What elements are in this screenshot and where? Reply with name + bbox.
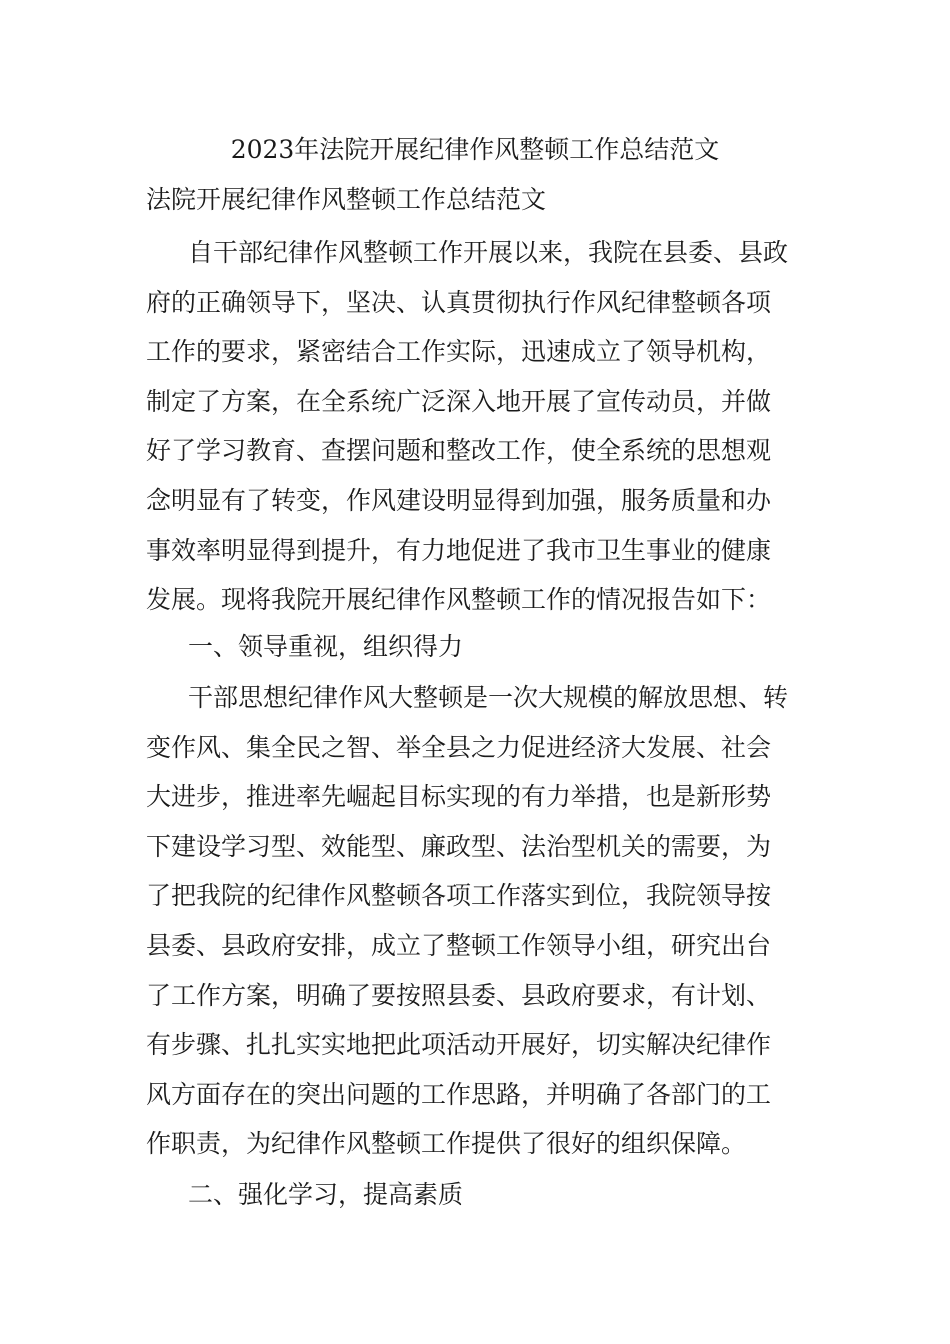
paragraph-line: 事效率明显得到提升，有力地促进了我市卫生事业的健康: [146, 535, 772, 565]
paragraph-line: 干部思想纪律作风大整顿是一次大规模的解放思想、转: [188, 683, 789, 712]
paragraph-line: 作职责，为纪律作风整顿工作提供了很好的组织保障。: [146, 1129, 747, 1159]
paragraph-line: 工作的要求，紧密结合工作实际，迅速成立了领导机构，: [146, 337, 772, 367]
paragraph-line: 有步骤、扎扎实实地把此项活动开展好，切实解决纪律作: [146, 1030, 772, 1060]
document-title: 2023年法院开展纪律作风整顿工作总结范文: [230, 135, 720, 164]
paragraph-line: 了工作方案，明确了要按照县委、县政府要求，有计划、: [146, 980, 772, 1010]
paragraph-line: 下建设学习型、效能型、廉政型、法治型机关的需要，为: [146, 831, 772, 861]
paragraph-line: 县委、县政府安排，成立了整顿工作领导小组，研究出台: [146, 930, 772, 960]
paragraph-line: 大进步，推进率先崛起目标实现的有力举措，也是新形势: [146, 782, 772, 812]
paragraph-line: 发展。现将我院开展纪律作风整顿工作的情况报告如下：: [146, 585, 772, 615]
paragraph-line: 好了学习教育、查摆问题和整改工作，使全系统的思想观: [146, 436, 772, 466]
section-heading-2: 二、强化学习，提高素质: [188, 1180, 464, 1209]
paragraph-line: 了把我院的纪律作风整顿各项工作落实到位，我院领导按: [146, 881, 772, 911]
paragraph-line: 念明显有了转变，作风建设明显得到加强，服务质量和办: [146, 485, 772, 515]
paragraph-line: 变作风、集全民之智、举全县之力促进经济大发展、社会: [146, 732, 772, 762]
document-subtitle: 法院开展纪律作风整顿工作总结范文: [146, 185, 547, 214]
paragraph-leadership: [146, 673, 806, 1169]
paragraph-line: 风方面存在的突出问题的工作思路，并明确了各部门的工: [146, 1079, 772, 1109]
paragraph-intro: [146, 228, 806, 625]
paragraph-line: 府的正确领导下，坚决、认真贯彻执行作风纪律整顿各项: [146, 287, 772, 317]
paragraph-line: 制定了方案，在全系统广泛深入地开展了宣传动员，并做: [146, 386, 772, 416]
section-heading-1: 一、领导重视，组织得力: [188, 632, 464, 661]
paragraph-line: 自干部纪律作风整顿工作开展以来，我院在县委、县政: [188, 238, 789, 267]
